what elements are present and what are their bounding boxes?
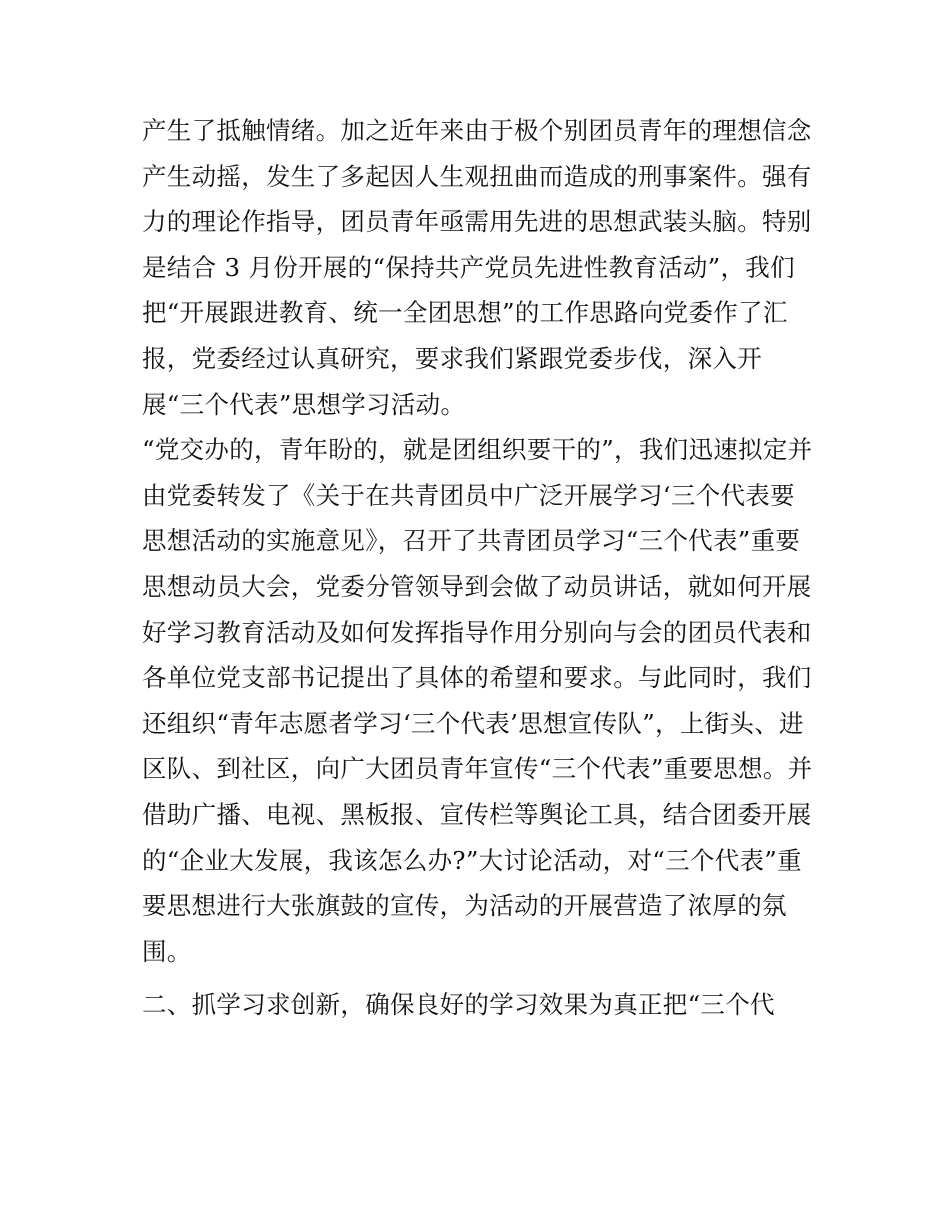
text-line: 思想活动的实施意见》，召开了共青团员学习“三个代表”重要 xyxy=(142,526,801,556)
text-line: “党交办的，青年盼的，就是团组织要干的”，我们迅速拟定并 xyxy=(142,435,813,465)
text-line: 围。 xyxy=(142,936,192,966)
text-line: 要思想进行大张旗鼓的宣传，为活动的开展营造了浓厚的氛 xyxy=(142,891,787,921)
text-line: 是结合 3 月份开展的“保持共产党员先进性教育活动”，我们 xyxy=(142,252,795,282)
text-line: 展“三个代表”思想学习活动。 xyxy=(142,389,466,419)
text-line: 把“开展跟进教育、统一全团思想”的工作思路向党委作了汇 xyxy=(142,298,788,328)
text-line: 由党委转发了《关于在共青团员中广泛开展学习‘三个代表要 xyxy=(142,480,795,510)
text-line: 产生动摇，发生了多起因人生观扭曲而造成的刑事案件。强有 xyxy=(142,161,812,191)
section-heading: 二、抓学习求创新，确保良好的学习效果为真正把“三个代 xyxy=(142,990,775,1020)
body-text xyxy=(142,108,822,1028)
text-line: 的“企业大发展，我该怎么办?”大讨论活动，对“三个代表”重 xyxy=(142,845,802,875)
text-line: 力的理论作指导，团员青年亟需用先进的思想武装头脑。特别 xyxy=(142,207,812,237)
text-line: 区队、到社区，向广大团员青年宣传“三个代表”重要思想。并 xyxy=(142,754,813,784)
text-line: 借助广播、电视、黑板报、宣传栏等舆论工具，结合团委开展 xyxy=(142,799,812,829)
text-line: 各单位党支部书记提出了具体的希望和要求。与此同时，我们 xyxy=(142,663,812,693)
text-line: 产生了抵触情绪。加之近年来由于极个别团员青年的理想信念 xyxy=(142,116,812,145)
text-line: 报，党委经过认真研究，要求我们紧跟党委步伐，深入开 xyxy=(142,343,762,373)
text-line: 思想动员大会，党委分管领导到会做了动员讲话，就如何开展 xyxy=(142,571,812,601)
text-line: 好学习教育活动及如何发挥指导作用分别向与会的团员代表和 xyxy=(142,617,812,647)
text-line: 还组织“青年志愿者学习‘三个代表’思想宣传队”，上街头、进 xyxy=(142,708,804,738)
